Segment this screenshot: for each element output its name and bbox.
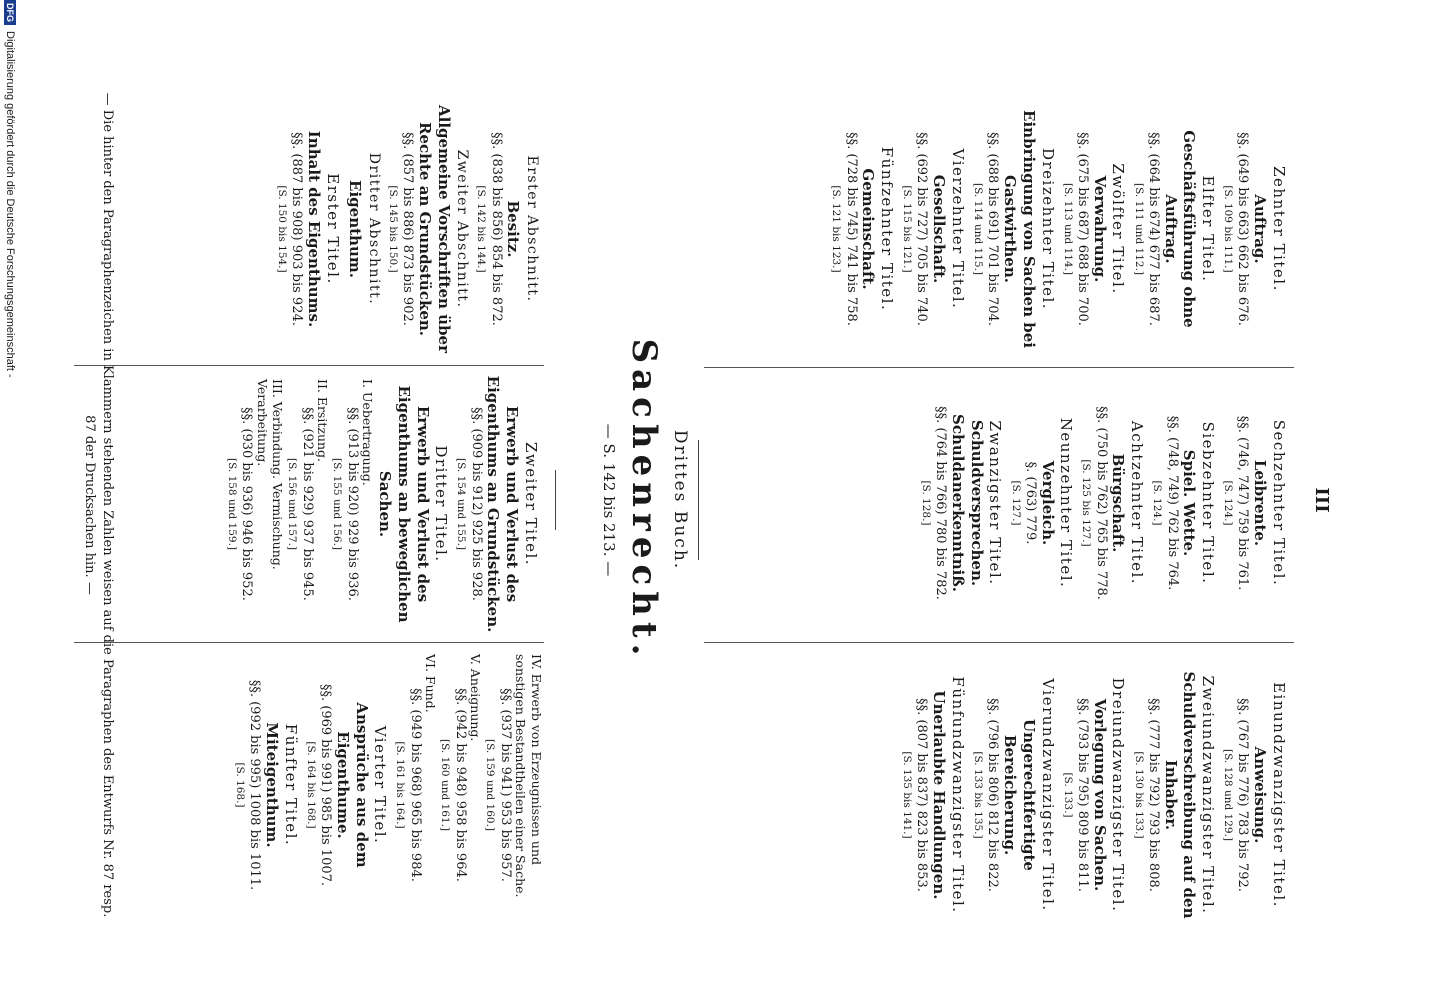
entry-para: §§. (764 bis 766) 780 bis 782. (933, 406, 949, 600)
entry-para: §§. (664 bis 674) 677 bis 687. (1145, 132, 1161, 326)
digitization-text: Digitalisierung gefördert durch die Deutsche Forschungsgemeinschaft - (4, 31, 16, 378)
entry-para: §§. (838 bis 856) 854 bis 872. (488, 132, 504, 326)
entry-para: §§. (649 bis 663) 662 bis 676. (1235, 132, 1251, 326)
column-rule (74, 642, 544, 643)
entry-para: §§. (675 bis 687) 688 bis 700. (1075, 132, 1090, 326)
book-page-range: — S. 142 bis 213. — (600, 423, 619, 577)
section-rule (555, 470, 556, 530)
entry-ref: [S. 158 und 159.] (225, 457, 238, 551)
entry-title: Fünfter Titel. (281, 723, 300, 847)
entry-title: Fünfundzwanzigster Titel. (949, 676, 967, 914)
entry-para: §§. (930 bis 936) 946 bis 952. (239, 407, 255, 601)
entry-name: Gesellschaft. (930, 174, 949, 284)
entry-para: §§. (887 bis 908) 903 bis 924. (289, 132, 305, 326)
entry-title: Neunzehnter Titel. (1057, 417, 1076, 589)
entry-para: §§. (909 bis 912) 925 bis 928. (468, 407, 484, 601)
entry-ref: [S. 127.] (1009, 480, 1022, 526)
entry-para: §§. (942 bis 948) 958 bis 964. (452, 688, 468, 882)
entry-name: Anweisung. (1251, 746, 1270, 844)
entry-name: Vorlegung von Sachen. (1090, 698, 1109, 892)
entry-sub: V. Aneignung. (468, 654, 484, 742)
entry-name: Geschäftsführung ohne Auftrag. (1161, 130, 1199, 328)
entry-para: §§. (767 bis 776) 783 bis 792. (1235, 698, 1251, 892)
entry-title: Vierzehnter Titel. (949, 148, 967, 310)
entry-para: §§. (750 bis 762) 765 bis 778. (1093, 406, 1109, 600)
entry-para: §§. (807 bis 837) 823 bis 853. (914, 698, 930, 892)
book-label: Drittes Buch. (670, 429, 690, 571)
entry-ref: [S. 135 bis 141.] (901, 751, 914, 839)
entry-ref: [S. 130 bis 133.] (1132, 751, 1145, 839)
bottom-column-1 (275, 100, 544, 358)
entry-title: Vierundzwanzigster Titel. (1038, 678, 1057, 912)
entry-name: Verwahrung. (1090, 175, 1109, 283)
entry-name: Schuldversprechen. Schuldanerkenntniß. (949, 414, 986, 592)
bottom-column-3 (233, 650, 544, 920)
entry-para: §§. (748, 749) 762 bis 764. (1164, 415, 1180, 591)
top-column-2 (919, 378, 1292, 628)
entry-title: Fünfzehnter Titel. (878, 146, 897, 312)
entry-para: §§. (969 bis 991) 985 bis 1007. (318, 683, 334, 887)
entry-ref: [S. 155 und 156.] (331, 457, 344, 551)
entry-ref: [S. 150 bis 154.] (276, 185, 288, 273)
entry-ref: [S. 125 bis 127.] (1080, 459, 1093, 547)
entry-ref: [S. 124.] (1222, 480, 1235, 526)
entry-para: §§. (913 bis 920) 929 bis 936. (344, 407, 360, 601)
section-rule (698, 440, 699, 560)
entry-name: Miteigenthum. (263, 722, 281, 848)
entry-name: Vergleich. (1038, 460, 1057, 546)
entry-title: Sechzehnter Titel. (1270, 419, 1288, 587)
entry-title: Einundzwanzigster Titel. (1270, 682, 1288, 908)
entry-ref: [S. 159 und 160.] (484, 738, 497, 832)
top-column-3 (900, 660, 1292, 930)
entry-name: Besitz. (504, 200, 523, 258)
entry-para: §§. (728 bis 745) 741 bis 758. (843, 132, 859, 326)
top-column-1 (829, 100, 1292, 358)
entry-sub: I. Uebertragung. (360, 379, 376, 486)
entry-name: Bürgschaft. (1109, 453, 1128, 553)
dfg-logo: DFG (4, 0, 16, 25)
entry-ref: [S. 128 und 129.] (1222, 748, 1235, 842)
entry-ref: [S. 156 und 157.] (286, 457, 299, 551)
entry-sub: IV. Erwerb von Erzeugnissen und sonstigen Bestandtheilen einer Sache. (513, 654, 544, 898)
entry-sub: III. Verbindung. Vermischung. Verarbeitung. (254, 379, 286, 570)
entry-title: Zwölfter Titel. (1109, 163, 1128, 295)
entry-para: §§. (796 bis 806) 812 bis 822. (985, 698, 1001, 892)
footnote: — Die hinter den Paragraphenzeichen in Klammern stehenden Zahlen weisen auf die Paragraphen des Entwurfs Nr. 87 resp. 87 der Drucksachen hin. — (82, 92, 115, 918)
entry-para: §§. (857 bis 886) 873 bis 902. (400, 132, 416, 326)
entry-ref: [S. 111 und 112.] (1132, 182, 1145, 276)
entry-ref: [S. 161 bis 164.] (394, 741, 407, 829)
entry-ref: [S. 142 bis 144.] (475, 185, 488, 273)
entry-para: §§. (949 bis 968) 965 bis 984. (407, 688, 423, 882)
column-rule (704, 642, 1294, 643)
bottom-column-2 (225, 375, 544, 633)
entry-ref: [S. 121 bis 123.] (830, 185, 843, 273)
entry-name: Spiel. Wette. (1180, 449, 1199, 557)
entry-name: Ungerechtfertigte Bereicherung. (1001, 719, 1038, 871)
entry-name: Einbringung von Sachen bei Gastwirthen. (1001, 110, 1038, 348)
entry-title: Achtzehnter Titel. (1128, 420, 1147, 586)
entry-title: Siebzehnter Titel. (1199, 421, 1218, 585)
entry-title: Zweiter Titel. (522, 441, 540, 567)
entry-sub: VI. Fund. (423, 654, 439, 713)
entry-ref: [S. 128.] (920, 480, 932, 526)
entry-name: Ansprüche aus dem Eigenthume. (333, 702, 371, 868)
entry-sub: II. Ersitzung. (315, 379, 331, 463)
entry-ref: [S. 133 bis 135.] (972, 751, 985, 839)
entry-ref: [S. 160 und 161.] (439, 738, 452, 832)
entry-title: Dreiundzwanzigster Titel. (1109, 677, 1128, 913)
entry-title: Dreizehnter Titel. (1038, 147, 1057, 311)
entry-ref: [S. 113 und 114.] (1061, 182, 1074, 276)
entry-name: Unerlaubte Handlungen. (930, 690, 949, 900)
entry-title: Vierter Titel. (371, 725, 390, 845)
entry-title: Zwanzigster Titel. (986, 420, 1005, 586)
entry-name: Auftrag. (1251, 194, 1270, 264)
page-number: III (1311, 487, 1332, 513)
entry-para: §§. (793 bis 795) 809 bis 811. (1075, 698, 1090, 892)
entry-name: Allgemeine Vorschriften über Rechte an Grundstücken. (416, 105, 453, 353)
entry-para: §§. (937 bis 941) 953 bis 957. (497, 688, 513, 882)
entry-name: Inhalt des Eigenthums. (305, 130, 323, 328)
entry-ref: [S. 154 und 155.] (455, 457, 468, 551)
entry-para: §§. (992 bis 995) 1008 bis 1011. (247, 679, 263, 891)
entry-sec: Erster Abschnitt. (524, 155, 540, 303)
entry-title: Elfter Titel. (1199, 175, 1218, 283)
entry-ref: [S. 133.] (1061, 772, 1074, 818)
book-title: Sachenrecht. (623, 338, 664, 662)
entry-para: §§. (688 bis 691) 701 bis 704. (985, 132, 1001, 326)
entry-para: §§. (921 bis 929) 937 bis 945. (299, 407, 315, 601)
entry-name: Erwerb und Verlust des Eigenthums an Grundstücken. (484, 375, 522, 633)
entry-title: Zweiundzwanzigster Titel. (1199, 675, 1218, 915)
entry-para: §. (763) 779. (1022, 461, 1038, 545)
entry-para: §§. (777 bis 792) 793 bis 808. (1145, 698, 1161, 892)
column-rule (704, 367, 1294, 368)
entry-ref: [S. 114 und 115.] (972, 182, 985, 276)
entry-ref: [S. 145 bis 150.] (387, 185, 400, 273)
entry-title: Dritter Titel. (432, 445, 451, 563)
entry-para: §§. (692 bis 727) 705 bis 740. (914, 132, 930, 326)
entry-sec: Zweiter Abschnitt. (454, 149, 471, 309)
entry-name: Erwerb und Verlust des Eigenthums an beweglichen Sachen. (376, 385, 432, 623)
entry-para: §§. (746, 747) 759 bis 761. (1235, 415, 1251, 591)
digitization-note (4, 0, 16, 990)
entry-name: Eigenthum. (346, 180, 365, 278)
entry-ref: [S. 168.] (234, 762, 246, 808)
book-heading (600, 250, 691, 750)
entry-name: Leibrente. (1251, 459, 1270, 547)
column-rule (74, 365, 544, 366)
entry-sec: Dritter Abschnitt. (366, 152, 382, 306)
entry-ref: [S. 164 bis 168.] (304, 741, 317, 829)
entry-ref: [S. 109 bis 111.] (1222, 185, 1235, 273)
entry-title: Erster Titel. (323, 173, 342, 285)
entry-ref: [S. 115 bis 121.] (901, 185, 914, 273)
entry-name: Schuldverschreibung auf den Inhaber. (1161, 671, 1199, 919)
entry-title: Zehnter Titel. (1270, 166, 1288, 292)
entry-name: Gemeinschaft. (859, 168, 878, 290)
entry-ref: [S. 124.] (1151, 480, 1164, 526)
